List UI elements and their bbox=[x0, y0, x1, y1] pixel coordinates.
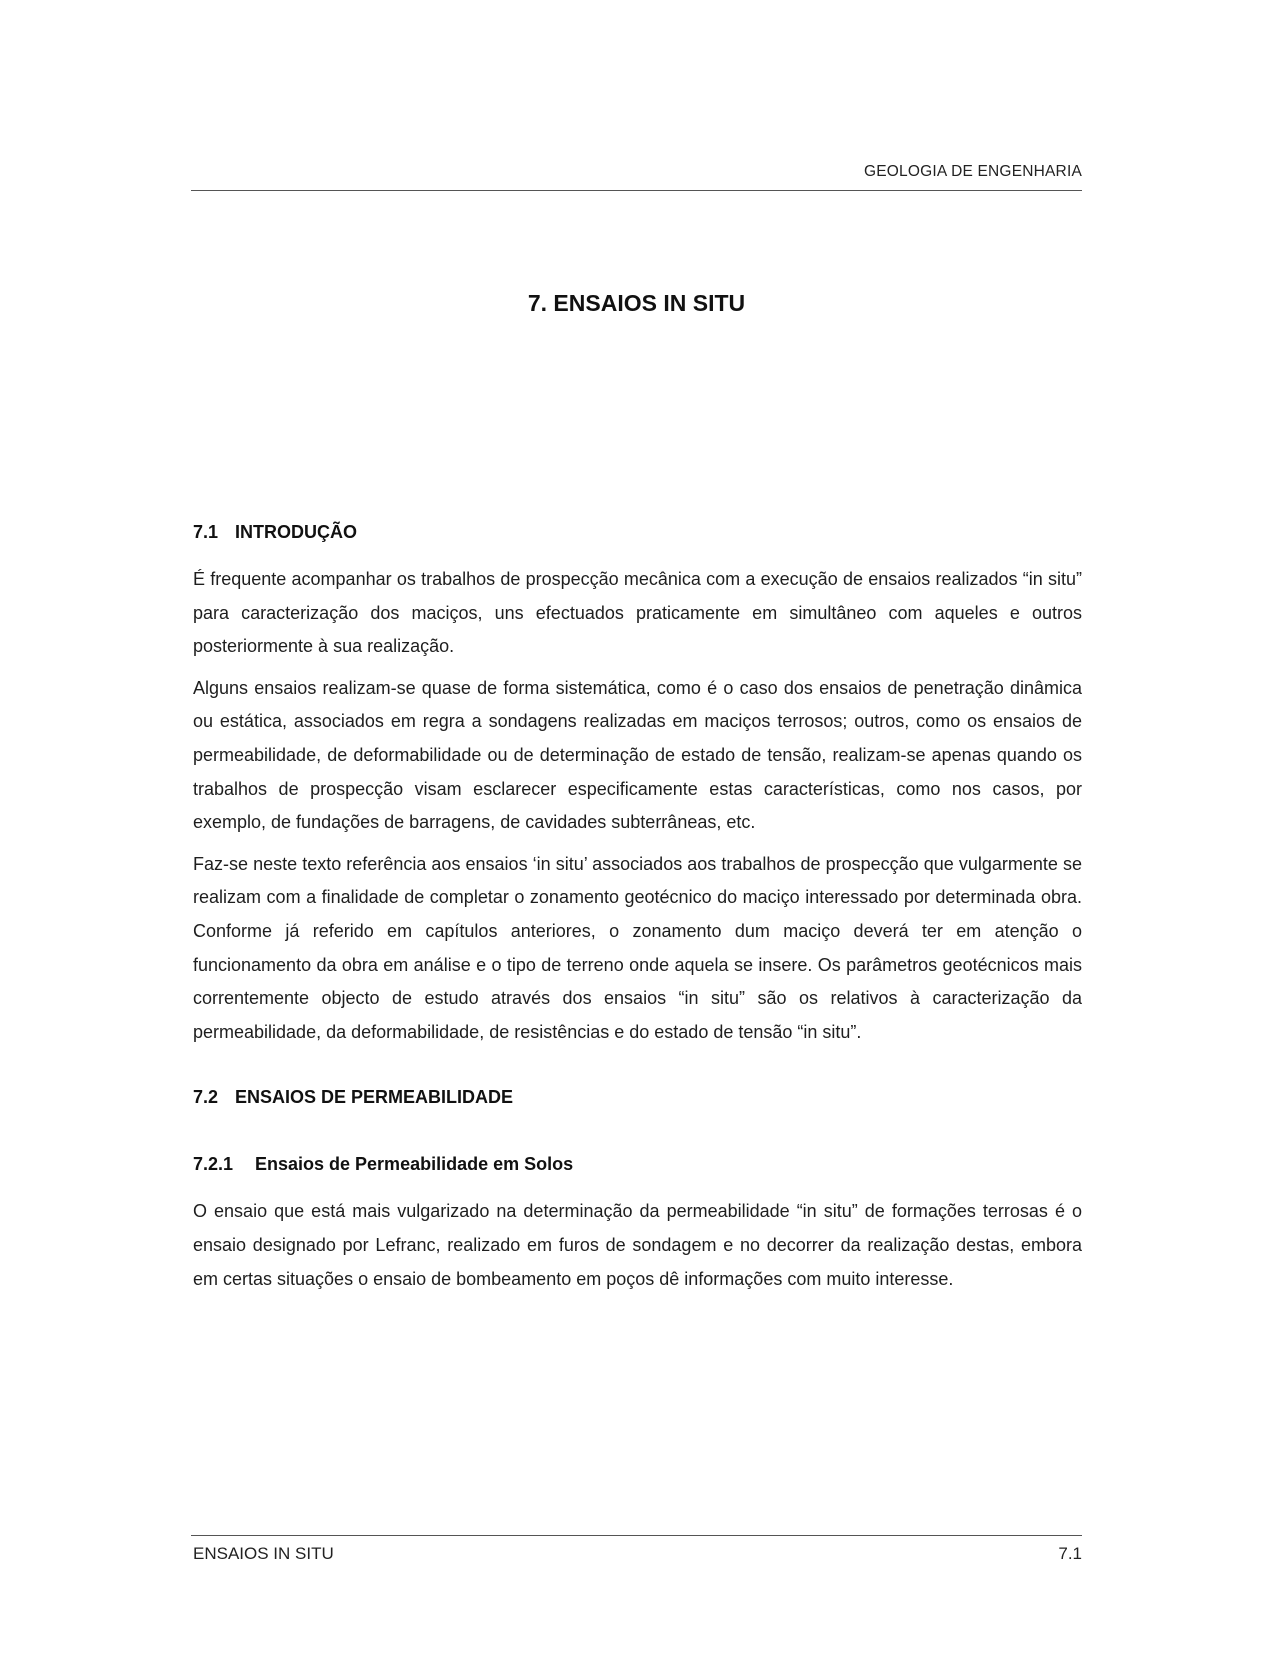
subsection-title: Ensaios de Permeabilidade em Solos bbox=[255, 1154, 574, 1175]
page-content bbox=[193, 522, 1082, 1296]
section-number: 7.1 bbox=[193, 522, 219, 542]
section-heading-7-2 bbox=[193, 1087, 1082, 1108]
section-number: 7.2 bbox=[193, 1087, 219, 1108]
running-header: GEOLOGIA DE ENGENHARIA bbox=[863, 163, 1082, 180]
section-title: INTRODUÇÃO bbox=[235, 522, 357, 542]
footer-divider bbox=[191, 1535, 1082, 1536]
header-divider bbox=[191, 190, 1082, 191]
paragraph: Faz-se neste texto referência aos ensaios ‘in situ’ associados aos trabalhos de prospecção que vulgarmente se realizam com a finalidade de completar o zonamento geotécnico do maciço interessado por determinada obra. Conforme já referido em capítulos anteriores, o zonamento dum maciço deverá ter em atenção o funcionamento da obra em análise e o tipo de terreno onde aquela se insere. Os parâmetros geotécnicos mais correntemente objecto de estudo através dos ensaios “in situ” são os relativos à caracterização da permeabilidade, da deformabilidade, de resistências e do estado de tensão “in situ”. bbox=[193, 853, 1082, 1042]
paragraph: Alguns ensaios realizam-se quase de forma sistemática, como é o caso dos ensaios de penetração dinâmica ou estática, associados em regra a sondagens realizadas em maciços terrosos; outros, como os ensaios de permeabilidade, de deformabilidade ou de determinação de estado de tensão, realizam-se apenas quando os trabalhos de prospecção visam esclarecer especificamente estas características, como nos casos, por exemplo, de fundações de barragens, de cavidades subterrâneas, etc. bbox=[193, 677, 1082, 833]
subsection-heading-7-2-1 bbox=[193, 1154, 1082, 1175]
paragraph: O ensaio que está mais vulgarizado na determinação da permeabilidade “in situ” de formações terrosas é o ensaio designado por Lefranc, realizado em furos de sondagem e no decorrer da realização destas, embora em certas situações o ensaio de bombeamento em poços dê informações com muito interesse. bbox=[193, 1201, 1082, 1289]
footer-chapter-title: ENSAIOS IN SITU bbox=[193, 1544, 334, 1563]
paragraph: É frequente acompanhar os trabalhos de prospecção mecânica com a execução de ensaios realizados “in situ” para caracterização dos maciços, uns efectuados praticamente em simultâneo com aqueles e outros posteriormente à sua realização. bbox=[193, 569, 1082, 657]
section-heading-7-1 bbox=[193, 522, 1082, 543]
page-number: 7.1 bbox=[1058, 1544, 1082, 1563]
chapter-title: 7. ENSAIOS IN SITU bbox=[527, 290, 746, 316]
section-title: ENSAIOS DE PERMEABILIDADE bbox=[235, 1087, 514, 1108]
subsection-number: 7.2.1 bbox=[193, 1154, 234, 1175]
